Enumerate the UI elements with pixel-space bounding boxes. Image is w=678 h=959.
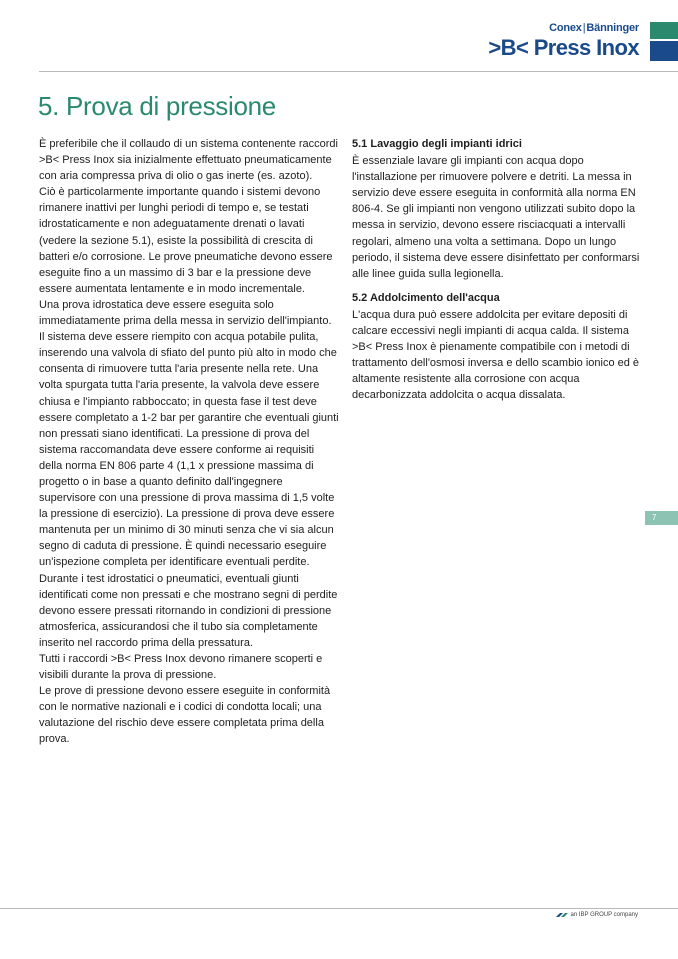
paragraph: È preferibile che il collaudo di un sistema contenente raccordi >B< Press Inox sia inizialmente effettuato pneumaticamente con aria compressa priva di olio o gas inerte (es. azoto). bbox=[39, 138, 338, 183]
section-body-softening: L'acqua dura può essere addolcita per evitare depositi di calcare eccessivi negli impianti di acqua calda. Il sistema >B< Press Inox è pienamente compatibile con i metodi di trattamento dell'osmosi inversa e dello scambio ionico ed è altamente resistente alla corrosione con acqua decarbonizzata addolcita o acqua dissalata. bbox=[352, 308, 640, 402]
brand-company-left: Conex bbox=[549, 22, 582, 34]
paragraph: Una prova idrostatica deve essere eseguita solo immediatamente prima della messa in servizio dell'impianto. Il sistema deve essere riempito con acqua potabile pulita, inserendo una valvola di sfiato del punto più alto in modo che consenta di rimuovere tutta l'aria presente nella rete. Una volta spurgata tutta l'aria presente, la valvola deve essere chiusa e l'impianto rabboccato; in questa fase il test deve essere completato a 1-2 bar per garantire che eventuali giunti non pressati siano identificati. La pressione di prova del sistema raccomandata deve essere conforme ai requisiti della norma EN 806 parte 4 (1,1 x pressione massima di progetto o in base a quanto definito dall'ingegnere supervisore con una pressione di prova massima di 1,5 volte la pressione di esercizio). La pressione di prova deve essere mantenuta per un minimo di 30 minuti senza che vi sia alcun segno di caduta di pressione. È quindi necessario eseguire un'ispezione completa per identificare eventuali perdite. bbox=[39, 298, 339, 569]
section-body-flushing: È essenziale lavare gli impianti con acqua dopo l'installazione per rimuovere polvere e detriti. La messa in servizio deve essere eseguita in conformità alla norma EN 806-4. Se gli impianti non vengono utilizzati subito dopo la messa in servizio, devono essere risciacquati a intervalli regolari, almeno una volta a settimana. Dopo un lungo periodo, il sistema deve essere disinfettato per conformarsi alle linee guida sulla legionella. bbox=[352, 155, 640, 280]
brand-logo bbox=[488, 22, 639, 59]
brand-color-block bbox=[650, 22, 678, 61]
navy-bar bbox=[650, 41, 678, 61]
section-heading-softening: 5.2 Addolcimento dell'acqua bbox=[352, 291, 500, 304]
teal-bar bbox=[650, 22, 678, 39]
paragraph: Le prove di pressione devono essere eseguite in conformità con le normative nazionali e i codici di condotta locali; una valutazione del rischio deve essere completata prima della prova. bbox=[39, 685, 331, 746]
footer-logo bbox=[556, 912, 638, 918]
brand-company-right: Bänninger bbox=[586, 22, 639, 34]
section-heading-flushing: 5.1 Lavaggio degli impianti idrici bbox=[352, 138, 522, 150]
paragraph: Durante i test idrostatici o pneumatici, eventuali giunti identificati come non pressati e che mostrano segni di perdite devono essere pressati ritornando in condizioni di pressione atmosferica, assicurandosi che il tubo sia completamente inserito nel raccordo prima della pressatura. bbox=[39, 572, 338, 649]
brand-company: Conex|Bänninger bbox=[549, 22, 639, 34]
paragraph: Ciò è particolarmente importante quando i sistemi devono rimanere inattivi per lunghi periodi di tempo e, se testati idrostaticamente e non adeguatamente drenati o lavati (vedere la sezione 5.1), esiste la possibilità di crescita di batteri e/o corrosione. Le prove pneumatiche devono essere eseguite fino a un massimo di 3 bar e la pressione deve essere aumentata lentamente e in modo incrementale. bbox=[39, 186, 333, 295]
left-column bbox=[39, 136, 339, 748]
page-number-tab: 7 bbox=[645, 511, 678, 525]
page-title: 5. Prova di pressione bbox=[38, 91, 276, 121]
footer-divider bbox=[0, 908, 678, 909]
brand-product: >B< Press Inox bbox=[488, 35, 639, 60]
right-column bbox=[352, 136, 642, 404]
ibp-logo-icon bbox=[556, 913, 568, 918]
footer-text: an IBP GROUP company bbox=[570, 912, 638, 918]
header-divider bbox=[39, 71, 678, 72]
paragraph: Tutti i raccordi >B< Press Inox devono rimanere scoperti e visibili durante la prova di pressione. bbox=[39, 653, 323, 682]
